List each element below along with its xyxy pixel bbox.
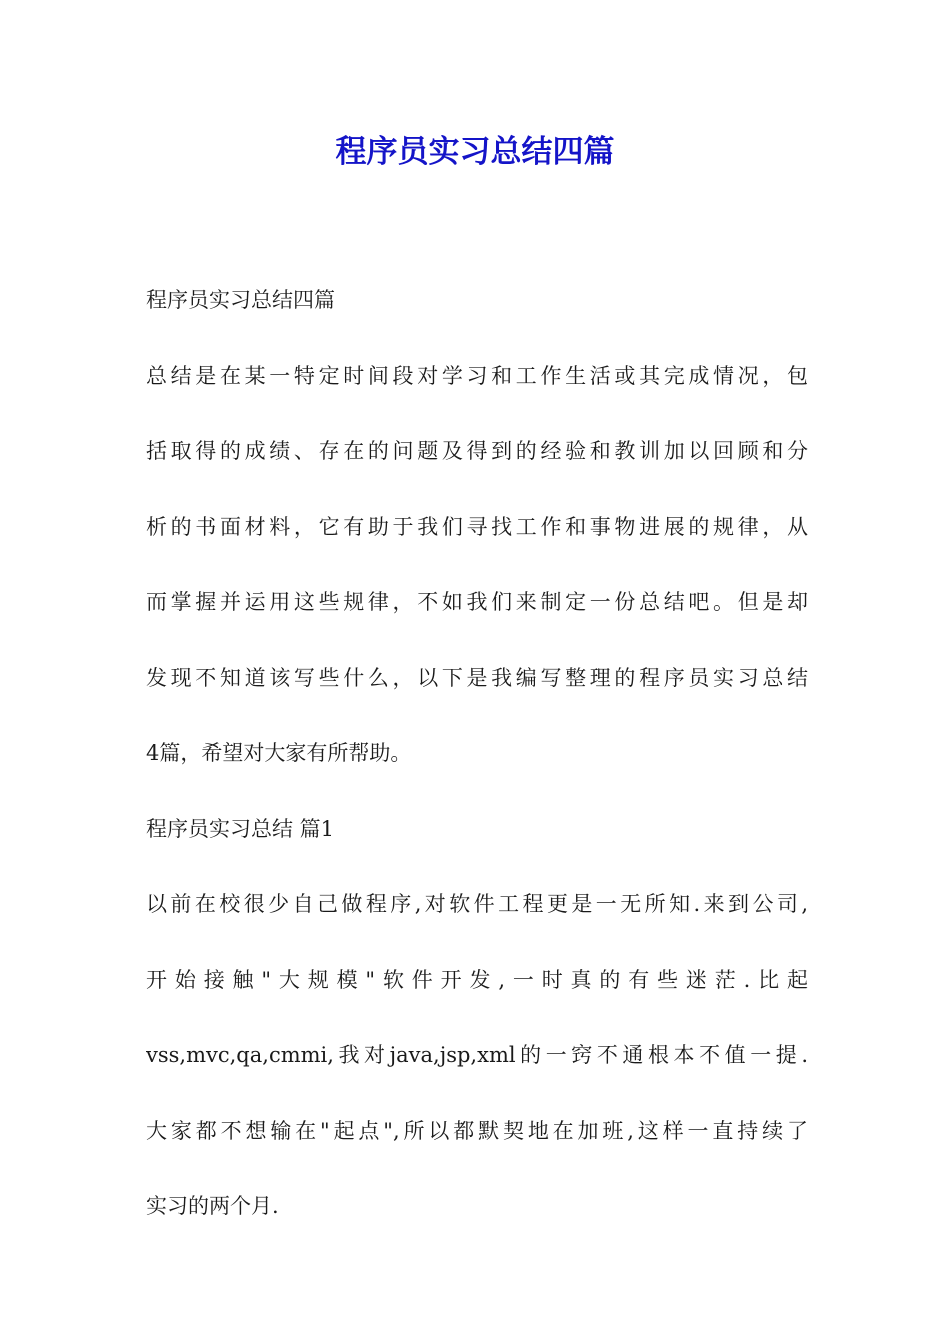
document-body xyxy=(146,263,808,1245)
paragraph-line: 发现不知道该写些什么，以下是我编写整理的程序员实习总结 xyxy=(146,665,808,690)
paragraph-line: 以前在校很少自己做程序,对软件工程更是一无所知.来到公司, xyxy=(146,892,808,916)
paragraph-line: 总结是在某一特定时间段对学习和工作生活或其完成情况，包 xyxy=(146,363,808,388)
paragraph-line: 而掌握并运用这些规律，不如我们来制定一份总结吧。但是却 xyxy=(146,590,808,614)
paragraph-line: 大家都不想输在"起点",所以都默契地在加班,这样一直持续了 xyxy=(146,1118,808,1143)
paragraph-line: 析的书面材料，它有助于我们寻找工作和事物进展的规律，从 xyxy=(146,514,808,539)
document-title: 程序员实习总结四篇 xyxy=(335,134,615,170)
paragraph-line: vss,mvc,qa,cmmi,我对java,jsp,xml的一窍不通根本不值一提. xyxy=(146,1043,808,1067)
paragraph-line: 实习的两个月. xyxy=(146,1194,279,1218)
section-heading: 程序员实习总结 篇1 xyxy=(146,816,335,841)
paragraph-line: 开始接触"大规模"软件开发,一时真的有些迷茫.比起 xyxy=(146,967,808,992)
paragraph-line: 4篇，希望对大家有所帮助。 xyxy=(146,741,412,765)
paragraph-line: 括取得的成绩、存在的问题及得到的经验和教训加以回顾和分 xyxy=(146,439,808,463)
paragraph-line: 程序员实习总结四篇 xyxy=(146,288,335,312)
